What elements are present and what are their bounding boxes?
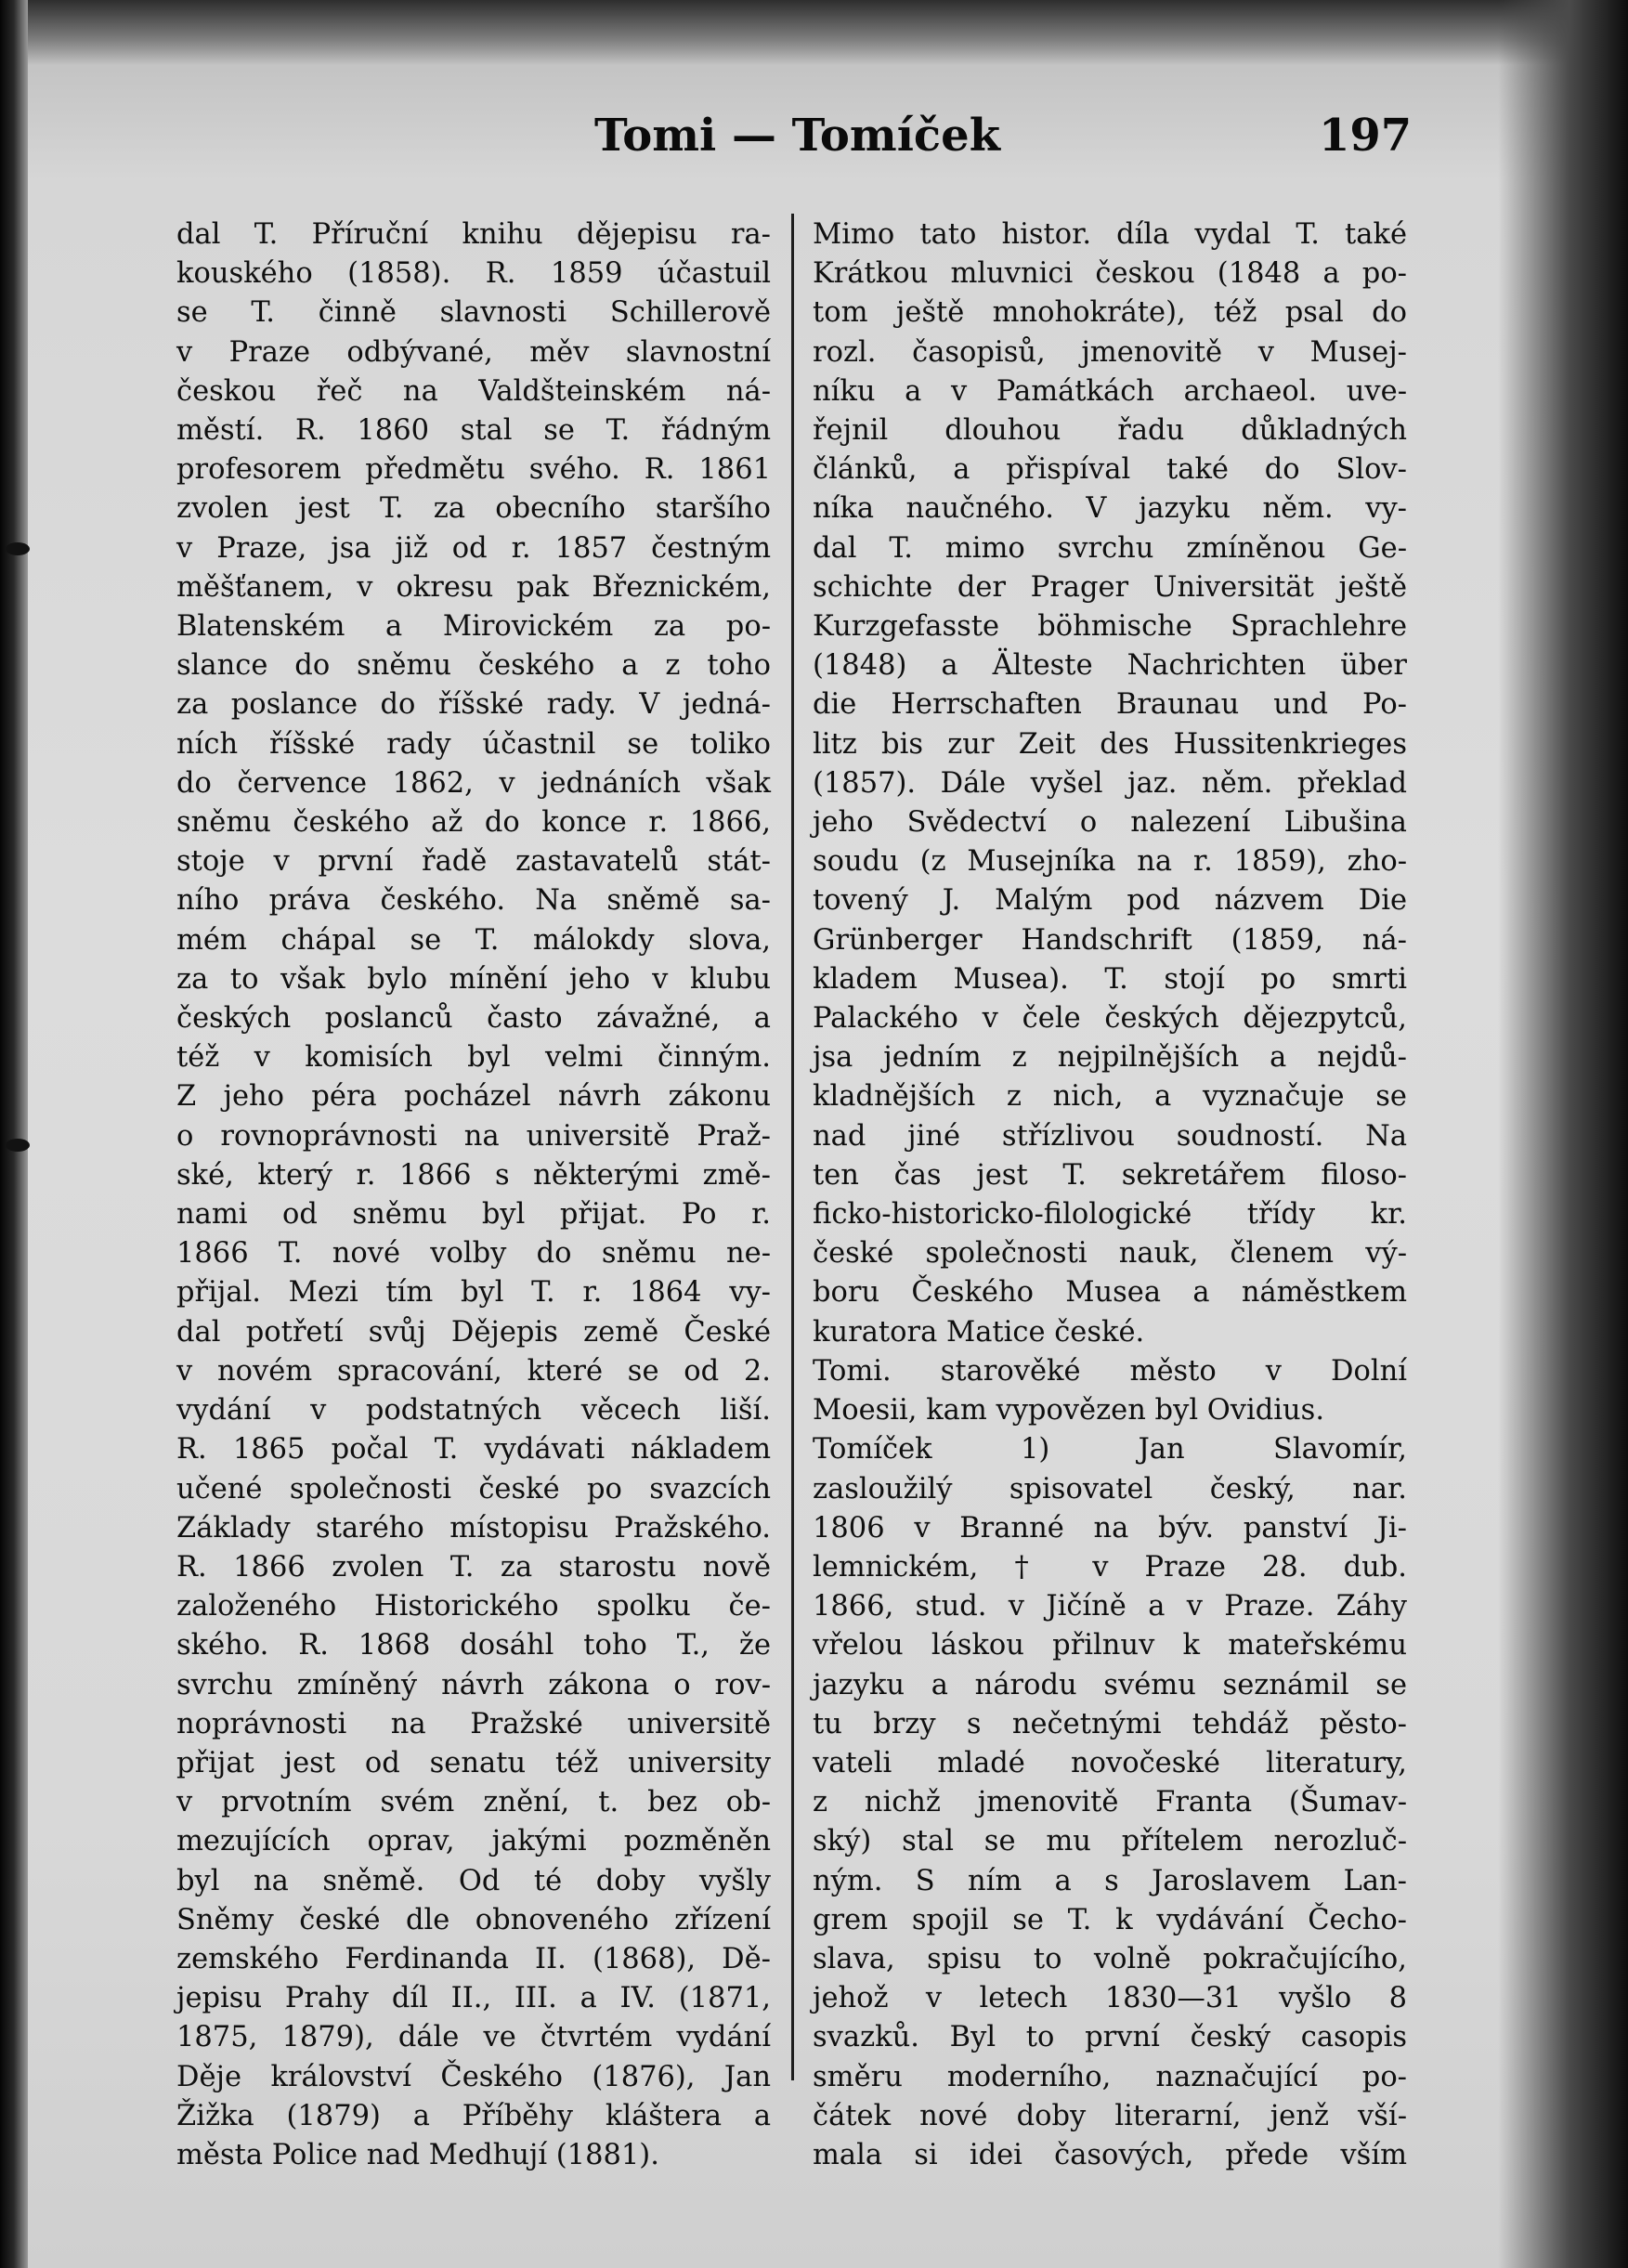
text-line: lemnickém, † v Praze 28. dub. xyxy=(813,1550,1407,1584)
text-line: jeho Svědectví o nalezení Libušina xyxy=(813,806,1407,840)
text-line: vydání v podstatných věcech liší. xyxy=(176,1394,771,1427)
text-line: dal potřetí svůj Dějepis země České xyxy=(176,1315,771,1349)
text-line: Žižka (1879) a Příběhy kláštera a xyxy=(176,2099,771,2132)
text-line: za to však bylo mínění jeho v klubu xyxy=(176,962,771,996)
text-line: Grünberger Handschrift (1859, ná- xyxy=(813,923,1407,957)
text-line: die Herrschaften Braunau und Po- xyxy=(813,688,1407,722)
text-line: české společnosti nauk, členem vý- xyxy=(813,1237,1407,1271)
text-line: kuratora Matice české. xyxy=(813,1315,1145,1349)
text-line: Kurzgefasste böhmische Sprachlehre xyxy=(813,610,1407,644)
text-line: R. 1865 počal T. vydávati nákladem xyxy=(176,1433,771,1466)
text-line: článků, a přispíval také do Slov- xyxy=(813,453,1407,487)
text-line: zvolen jest T. za obecního staršího xyxy=(176,492,771,526)
text-line: za poslance do říšské rady. V jedná- xyxy=(176,688,771,722)
text-line: schichte der Prager Universität ještě xyxy=(813,570,1407,604)
text-line: ních říšské rady účastnil se toliko xyxy=(176,727,771,761)
text-line: rozl. časopisů, jmenovitě v Musej- xyxy=(813,335,1407,369)
text-line: městí. R. 1860 stal se T. řádným xyxy=(176,414,771,448)
text-line: Tomíček 1) Jan Slavomír, xyxy=(813,1433,1407,1466)
text-line: Základy starého místopisu Pražského. xyxy=(176,1511,771,1545)
text-line: (1848) a Älteste Nachrichten über xyxy=(813,649,1407,683)
text-line: jsa jedním z nejpilnějších a nejdů- xyxy=(813,1041,1407,1075)
text-line: svrchu zmíněný návrh zákona o rov- xyxy=(176,1668,771,1701)
text-line: o rovnoprávnosti na universitě Praž- xyxy=(176,1119,771,1153)
text-line: ten čas jest T. sekretářem filoso- xyxy=(813,1158,1407,1192)
text-line: jehož v letech 1830—31 vyšlo 8 xyxy=(813,1982,1407,2015)
text-line: tovený J. Malým pod názvem Die xyxy=(813,884,1407,918)
scan-shadow-top xyxy=(0,0,1628,65)
text-line: 1866 T. nové volby do sněmu ne- xyxy=(176,1237,771,1271)
text-line: ský) stal se mu přítelem nerozluč- xyxy=(813,1825,1407,1858)
text-line: vřelou láskou přilnuv k mateřskému xyxy=(813,1629,1407,1662)
text-line: Z jeho péra pocházel návrh zákonu xyxy=(176,1080,771,1114)
text-line: Moesii, kam vypovězen byl Ovidius. xyxy=(813,1394,1325,1427)
text-line: sněmu českého až do konce r. 1866, xyxy=(176,806,771,840)
text-line: směru moderního, naznačující po- xyxy=(813,2060,1407,2093)
text-line: Tomi. starověké město v Dolní xyxy=(813,1354,1407,1388)
text-line: též v komisích byl velmi činným. xyxy=(176,1041,771,1075)
text-line: řejnil dlouhou řadu důkladných xyxy=(813,414,1407,448)
text-line: Mimo tato histor. díla vydal T. také xyxy=(813,218,1407,251)
text-line: čátek nové doby literarní, jenž vší- xyxy=(813,2099,1407,2132)
text-line: soudu (z Musejníka na r. 1859), zho- xyxy=(813,845,1407,879)
text-line: v prvotním svém znění, t. bez ob- xyxy=(176,1786,771,1819)
text-line: jazyku a národu svému seznámil se xyxy=(813,1668,1407,1701)
text-line: dal T. Příruční knihu dějepisu ra- xyxy=(176,218,771,251)
text-line: svazků. Byl to první český casopis xyxy=(813,2021,1407,2054)
text-line: Palackého v čele českých dějezpytců, xyxy=(813,1002,1407,1036)
text-line: níka naučného. V jazyku něm. vy- xyxy=(813,492,1407,526)
text-line: tu brzy s nečetnými tehdáž pěsto- xyxy=(813,1707,1407,1740)
text-line: města Police nad Medhují (1881). xyxy=(176,2138,659,2171)
text-line: Blatenském a Mirovickém za po- xyxy=(176,610,771,644)
text-line: kouského (1858). R. 1859 účastuil xyxy=(176,257,771,291)
text-line: měšťanem, v okresu pak Březnickém, xyxy=(176,570,771,604)
left-text-column xyxy=(176,215,771,2175)
text-line: Sněmy české dle obnoveného zřízení xyxy=(176,1903,771,1936)
text-line: vateli mladé novočeské literatury, xyxy=(813,1746,1407,1779)
text-line: ního práva českého. Na sněmě sa- xyxy=(176,884,771,918)
text-line: stoje v první řadě zastavatelů stát- xyxy=(176,845,771,879)
text-line: zemského Ferdinanda II. (1868), Dě- xyxy=(176,1942,771,1975)
text-line: boru Českého Musea a náměstkem xyxy=(813,1276,1407,1310)
text-line: mezujících oprav, jakými pozměněn xyxy=(176,1825,771,1858)
text-line: grem spojil se T. k vydávání Čecho- xyxy=(813,1903,1407,1936)
text-line: slance do sněmu českého a z toho xyxy=(176,649,771,683)
text-line: R. 1866 zvolen T. za starostu nově xyxy=(176,1550,771,1584)
text-line: ným. S ním a s Jaroslavem Lan- xyxy=(813,1864,1407,1897)
text-line: nad jiné střízlivou soudností. Na xyxy=(813,1119,1407,1153)
text-line: níku a v Památkách archaeol. uve- xyxy=(813,374,1407,408)
scan-shadow-right xyxy=(1498,0,1628,2268)
text-line: dal T. mimo svrchu zmíněnou Ge- xyxy=(813,531,1407,565)
scan-shadow-left xyxy=(0,0,28,2268)
text-line: profesorem předmětu svého. R. 1861 xyxy=(176,453,771,487)
text-line: českých poslanců často závažné, a xyxy=(176,1002,771,1036)
text-line: (1857). Dále vyšel jaz. něm. překlad xyxy=(813,766,1407,800)
text-line: se T. činně slavnosti Schillerově xyxy=(176,296,771,330)
text-line: ské, který r. 1866 s některými změ- xyxy=(176,1158,771,1192)
column-divider xyxy=(791,214,794,2080)
text-line: kladnějších z nich, a vyznačuje se xyxy=(813,1080,1407,1114)
binding-mark xyxy=(6,1139,30,1152)
text-line: zasloužilý spisovatel český, nar. xyxy=(813,1472,1407,1505)
right-text-column xyxy=(813,215,1407,2175)
text-line: litz bis zur Zeit des Hussitenkrieges xyxy=(813,727,1407,761)
text-line: noprávnosti na Pražské universitě xyxy=(176,1707,771,1740)
text-line: do července 1862, v jednáních však xyxy=(176,766,771,800)
text-line: 1806 v Branné na býv. panství Ji- xyxy=(813,1511,1407,1545)
binding-mark xyxy=(6,542,30,555)
text-line: slava, spisu to volně pokračujícího, xyxy=(813,1942,1407,1975)
text-line: učené společnosti české po svazcích xyxy=(176,1472,771,1505)
text-line: kladem Musea). T. stojí po smrti xyxy=(813,962,1407,996)
text-line: jepisu Prahy díl II., III. a IV. (1871, xyxy=(176,1982,771,2015)
page-number: 197 xyxy=(1319,110,1413,162)
text-line: Děje království Českého (1876), Jan xyxy=(176,2060,771,2093)
text-line: přijal. Mezi tím byl T. r. 1864 vy- xyxy=(176,1276,771,1310)
text-line: byl na sněmě. Od té doby vyšly xyxy=(176,1864,771,1897)
running-head: Tomi — Tomíček xyxy=(594,110,1000,162)
text-line: ského. R. 1868 dosáhl toho T., že xyxy=(176,1629,771,1662)
text-line: z nichž jmenovitě Franta (Šumav- xyxy=(813,1786,1407,1819)
text-line: přijat jest od senatu též university xyxy=(176,1746,771,1779)
text-line: tom ještě mnohokráte), též psal do xyxy=(813,296,1407,330)
text-line: v novém spracování, které se od 2. xyxy=(176,1354,771,1388)
text-line: českou řeč na Valdšteinském ná- xyxy=(176,374,771,408)
text-line: v Praze, jsa již od r. 1857 čestným xyxy=(176,531,771,565)
text-line: založeného Historického spolku če- xyxy=(176,1590,771,1623)
text-line: mém chápal se T. málokdy slova, xyxy=(176,923,771,957)
text-line: v Praze odbývané, měv slavnostní xyxy=(176,335,771,369)
text-line: nami od sněmu byl přijat. Po r. xyxy=(176,1198,771,1232)
text-line: 1866, stud. v Jičíně a v Praze. Záhy xyxy=(813,1590,1407,1623)
text-line: ficko-historicko-filologické třídy kr. xyxy=(813,1198,1407,1232)
text-line: mala si idei časových, přede vším xyxy=(813,2138,1407,2171)
text-line: Krátkou mluvnici českou (1848 a po- xyxy=(813,257,1407,291)
text-line: 1875, 1879), dále ve čtvrtém vydání xyxy=(176,2021,771,2054)
